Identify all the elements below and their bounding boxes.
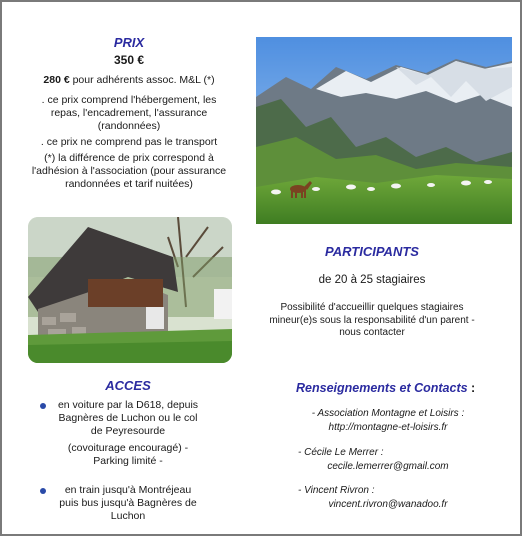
contact-vincent-label: - Vincent Rivron : [298, 485, 375, 496]
mountain-horse-photo [256, 37, 512, 224]
contact-cecile-label: - Cécile Le Merrer : [298, 447, 384, 458]
participants-heading: PARTICIPANTS [325, 244, 419, 259]
prix-note: (*) la différence de prix correspond à l'adhésion à l'association (pour assurance randonnées et tarif nuitées) [31, 152, 227, 190]
stone-barn-image [28, 217, 232, 363]
acces-car: en voiture par la D618, depuis Bagnères de Luchon ou le col de Peyresourde [57, 399, 199, 437]
contact-association-website-link[interactable]: http://montagne-et-loisirs.fr [328, 422, 448, 433]
participants-minors: Possibilité d'accueillir quelques stagiaires mineur(e)s sous la responsabilité d'un parent - nous contacter [269, 302, 475, 338]
bullet-icon [40, 403, 46, 409]
prix-heading: PRIX [113, 35, 145, 50]
prix-member-price-amount: 280 € [43, 74, 70, 86]
mountain-landscape-image [256, 37, 512, 224]
acces-covoiturage: (covoiturage encouragé) - Parking limité - [67, 442, 189, 467]
acces-heading: ACCES [105, 378, 151, 393]
participants-count: de 20 à 25 stagiaires [318, 274, 426, 286]
acces-train: en train jusqu'à Montréjeau puis bus jusqu'à Bagnères de Luchon [59, 484, 197, 522]
prix-member-price [24, 74, 234, 87]
prix-includes: . ce prix comprend l'hébergement, les repas, l'encadrement, l'assurance (randonnées) [41, 94, 217, 132]
contacts-heading [296, 381, 516, 395]
bullet-icon [40, 488, 46, 494]
contact-association-label: - Association Montagne et Loisirs : [311, 408, 465, 419]
contacts-heading-text: Renseignements et Contacts [296, 381, 468, 395]
contact-cecile-email-link[interactable]: cecile.lemerrer@gmail.com [327, 461, 449, 472]
prix-price: 350 € [113, 53, 145, 67]
prix-member-price-label: pour adhérents assoc. M&L (*) [69, 74, 215, 86]
contact-vincent-email-link[interactable]: vincent.rivron@wanadoo.fr [328, 499, 448, 510]
contacts-heading-colon: : [467, 381, 476, 395]
barn-photo [28, 217, 232, 363]
prix-excludes: . ce prix ne comprend pas le transport [40, 136, 218, 148]
